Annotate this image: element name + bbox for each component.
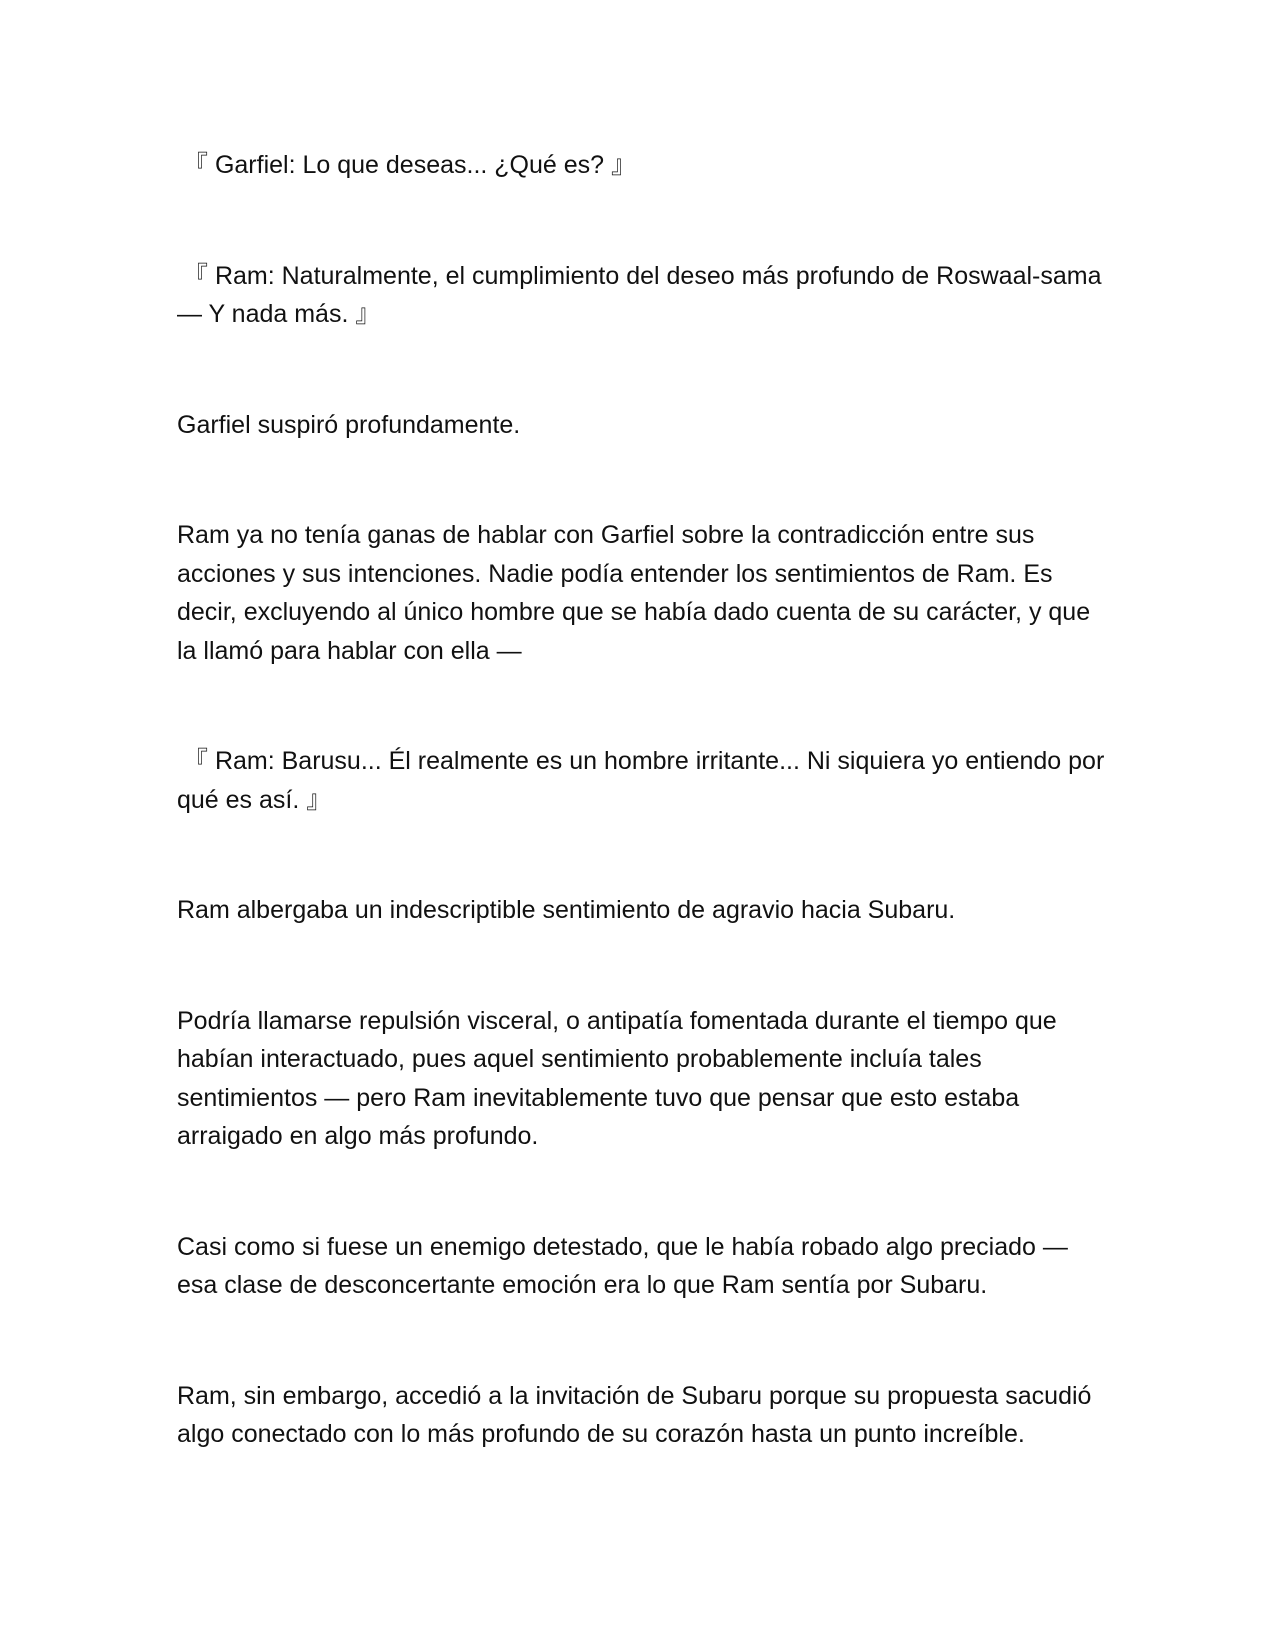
dialogue-paragraph: 『 Ram: Barusu... Él realmente es un hombre irritante... Ni siquiera yo entiendo por qué es así. 』 [177, 747, 1105, 814]
dialogue-paragraph: 『 Garfiel: Lo que deseas... ¿Qué es? 』 [183, 151, 637, 179]
dialogue-paragraph: 『 Ram: Naturalmente, el cumplimiento del deseo más profundo de Roswaal-sama— Y nada más. 』 [177, 261, 1102, 328]
narration-paragraph: Ram ya no tenía ganas de hablar con Garfiel sobre la contradicción entre sus acciones y sus intenciones. Nadie podía entender los sentimientos de Ram. Es decir, excluyendo al único hombre que se había dado cuenta de su carácter, y que la llamó para hablar con ella — [177, 521, 1091, 665]
narration-paragraph: Garfiel suspiró profundamente. [177, 410, 521, 439]
narration-paragraph: Ram albergaba un indescriptible sentimiento de agravio hacia Subaru. [177, 896, 956, 924]
narration-paragraph: Ram, sin embargo, accedió a la invitación de Subaru porque su propuesta sacudió algo conectado con lo más profundo de su corazón hasta un punto increíble. [177, 1381, 1092, 1448]
document-body [177, 146, 1112, 1526]
narration-paragraph: Podría llamarse repulsión visceral, o antipatía fomentada durante el tiempo que habían interactuado, pues aquel sentimiento probablemente incluía tales sentimientos — pero Ram inevitablemente tuvo que pensar que esto estaba arraigado en algo más profundo. [177, 1006, 1057, 1150]
narration-paragraph: Casi como si fuese un enemigo detestado, que le había robado algo preciado — esa clase de desconcertante emoción era lo que Ram sentía por Subaru. [177, 1232, 1068, 1299]
